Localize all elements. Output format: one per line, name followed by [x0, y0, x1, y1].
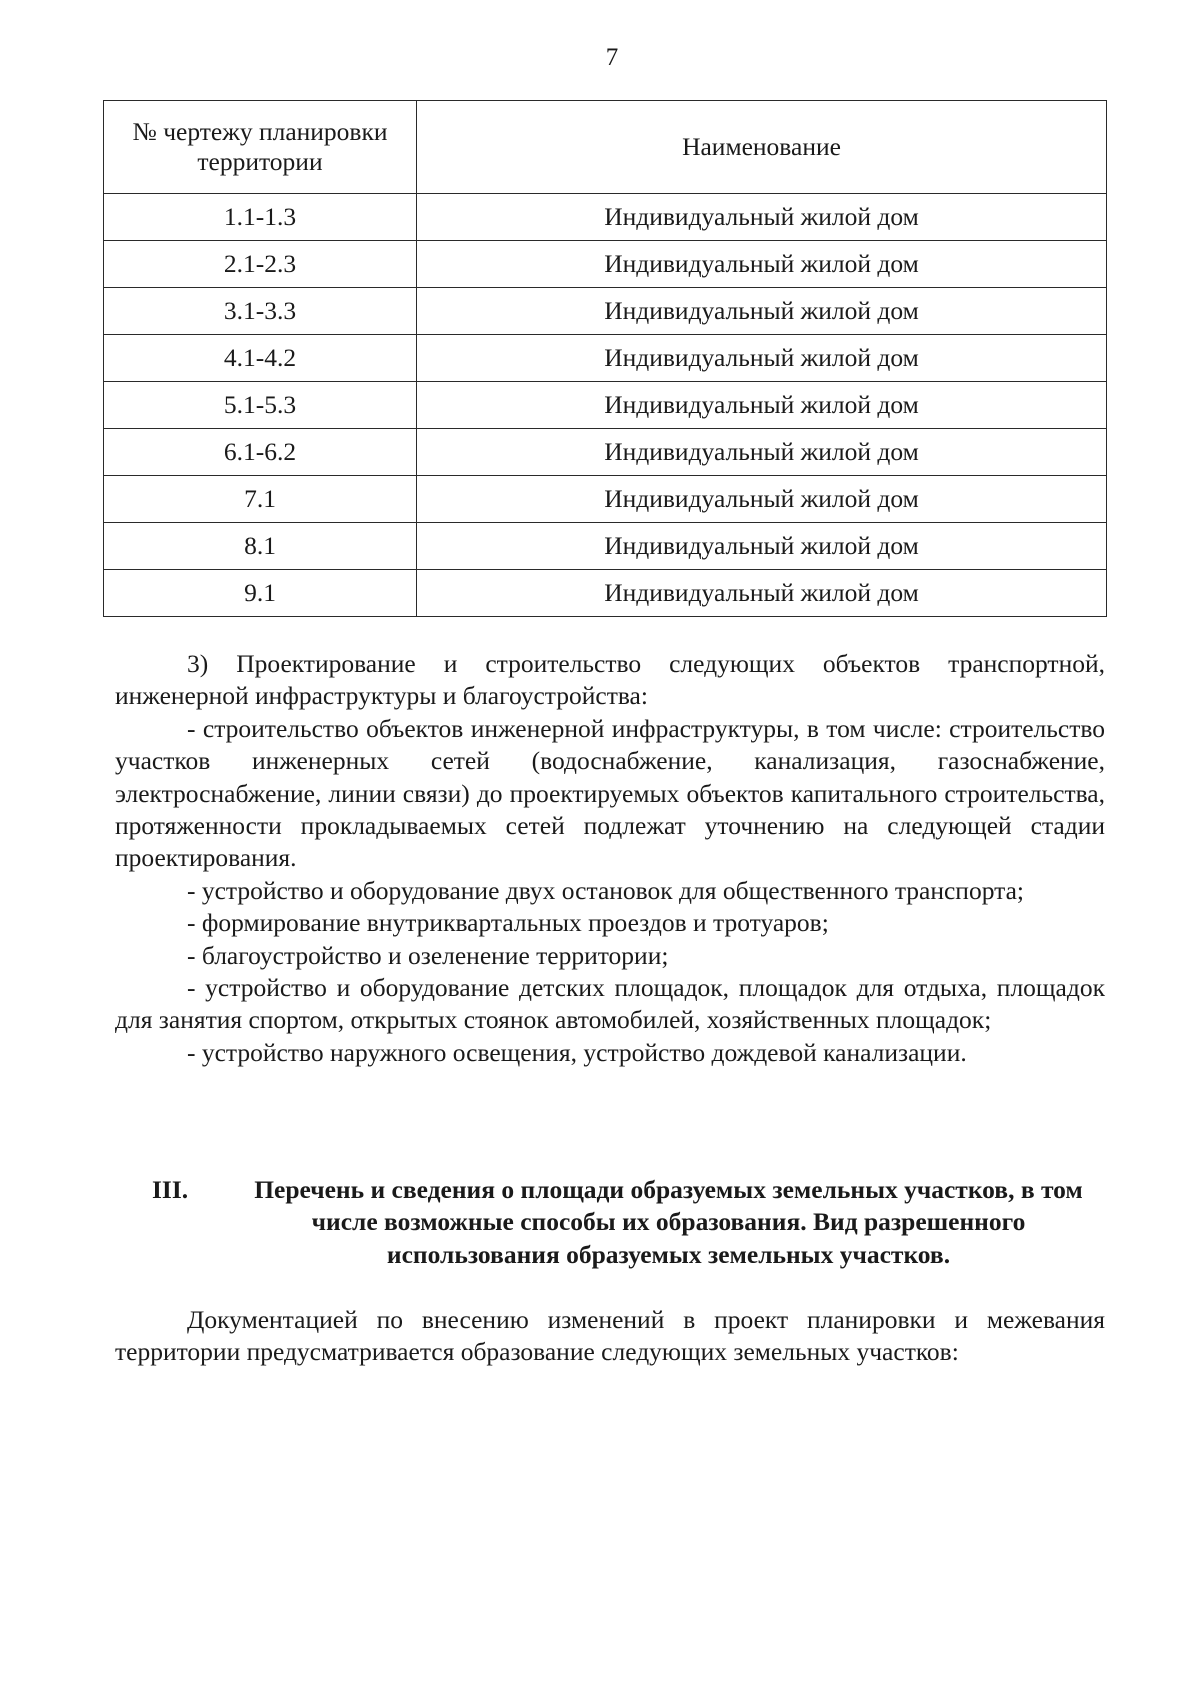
- cell-name: Индивидуальный жилой дом: [417, 194, 1107, 241]
- paragraph-driveways-sidewalks: - формирование внутриквартальных проездов и тротуаров;: [187, 908, 829, 938]
- paragraph-transport-stops: - устройство и оборудование двух остановок для общественного транспорта;: [187, 875, 1024, 905]
- page-number: 7: [605, 44, 619, 71]
- cell-drawing-number: 2.1-2.3: [104, 241, 417, 288]
- paragraph-playgrounds: - устройство и оборудование детских площадок, площадок для отдыха, площадок для занятия спортом, открытых стоянок автомобилей, хозяйственных площадок;: [115, 973, 1105, 1035]
- cell-name: Индивидуальный жилой дом: [417, 288, 1107, 335]
- cell-drawing-number: 6.1-6.2: [104, 429, 417, 476]
- cell-drawing-number: 9.1: [104, 570, 417, 617]
- cell-name: Индивидуальный жилой дом: [417, 241, 1107, 288]
- cell-name: Индивидуальный жилой дом: [417, 523, 1107, 570]
- table-row: [104, 335, 1107, 382]
- table-row: [104, 429, 1107, 476]
- table-row: [104, 570, 1107, 617]
- cell-drawing-number: 1.1-1.3: [104, 194, 417, 241]
- paragraph-lighting-drainage: - устройство наружного освещения, устройство дождевой канализации.: [187, 1037, 967, 1067]
- table-row: [104, 382, 1107, 429]
- cell-name: Индивидуальный жилой дом: [417, 476, 1107, 523]
- cell-drawing-number: 7.1: [104, 476, 417, 523]
- paragraph-landscaping: - благоустройство и озеленение территории;: [187, 940, 669, 970]
- paragraph-item-3-intro: 3) Проектирование и строительство следующих объектов транспортной, инженерной инфраструктуры и благоустройства:: [115, 649, 1105, 711]
- cell-name: Индивидуальный жилой дом: [417, 429, 1107, 476]
- section-numeral: III.: [152, 1175, 189, 1204]
- cell-drawing-number: 8.1: [104, 523, 417, 570]
- cell-drawing-number: 5.1-5.3: [104, 382, 417, 429]
- cell-name: Индивидуальный жилой дом: [417, 335, 1107, 382]
- final-text: [115, 1304, 1105, 1369]
- cell-drawing-number: 4.1-4.2: [104, 335, 417, 382]
- body-text: [115, 648, 1105, 1069]
- table-header-row: [104, 101, 1107, 194]
- plan-table: [103, 100, 1107, 617]
- paragraph-engineering-infrastructure: - строительство объектов инженерной инфраструктуры, в том числе: строительство участков инженерных сетей (водоснабжение, канализация, газоснабжение, электроснабжение, линии связи) до проектируемых объектов капитального строительства, протяженности прокладываемых сетей подлежат уточнению на следующей стадии проектирования.: [115, 713, 1105, 873]
- section-title: Перечень и сведения о площади образуемых земельных участков, в том числе возможные способы их образования. Вид разрешенного использования образуемых земельных участков.: [254, 1175, 1083, 1269]
- cell-name: Индивидуальный жилой дом: [417, 382, 1107, 429]
- cell-drawing-number: 3.1-3.3: [104, 288, 417, 335]
- table-row: [104, 523, 1107, 570]
- table-row: [104, 241, 1107, 288]
- table-row: [104, 288, 1107, 335]
- paragraph-land-plots-intro: Документацией по внесению изменений в проект планировки и межевания территории предусматривается образование следующих земельных участков:: [115, 1305, 1105, 1367]
- cell-name: Индивидуальный жилой дом: [417, 570, 1107, 617]
- header-drawing-number: № чертежу планировки территории: [104, 101, 417, 194]
- header-name: Наименование: [417, 101, 1107, 194]
- table-row: [104, 476, 1107, 523]
- table-row: [104, 194, 1107, 241]
